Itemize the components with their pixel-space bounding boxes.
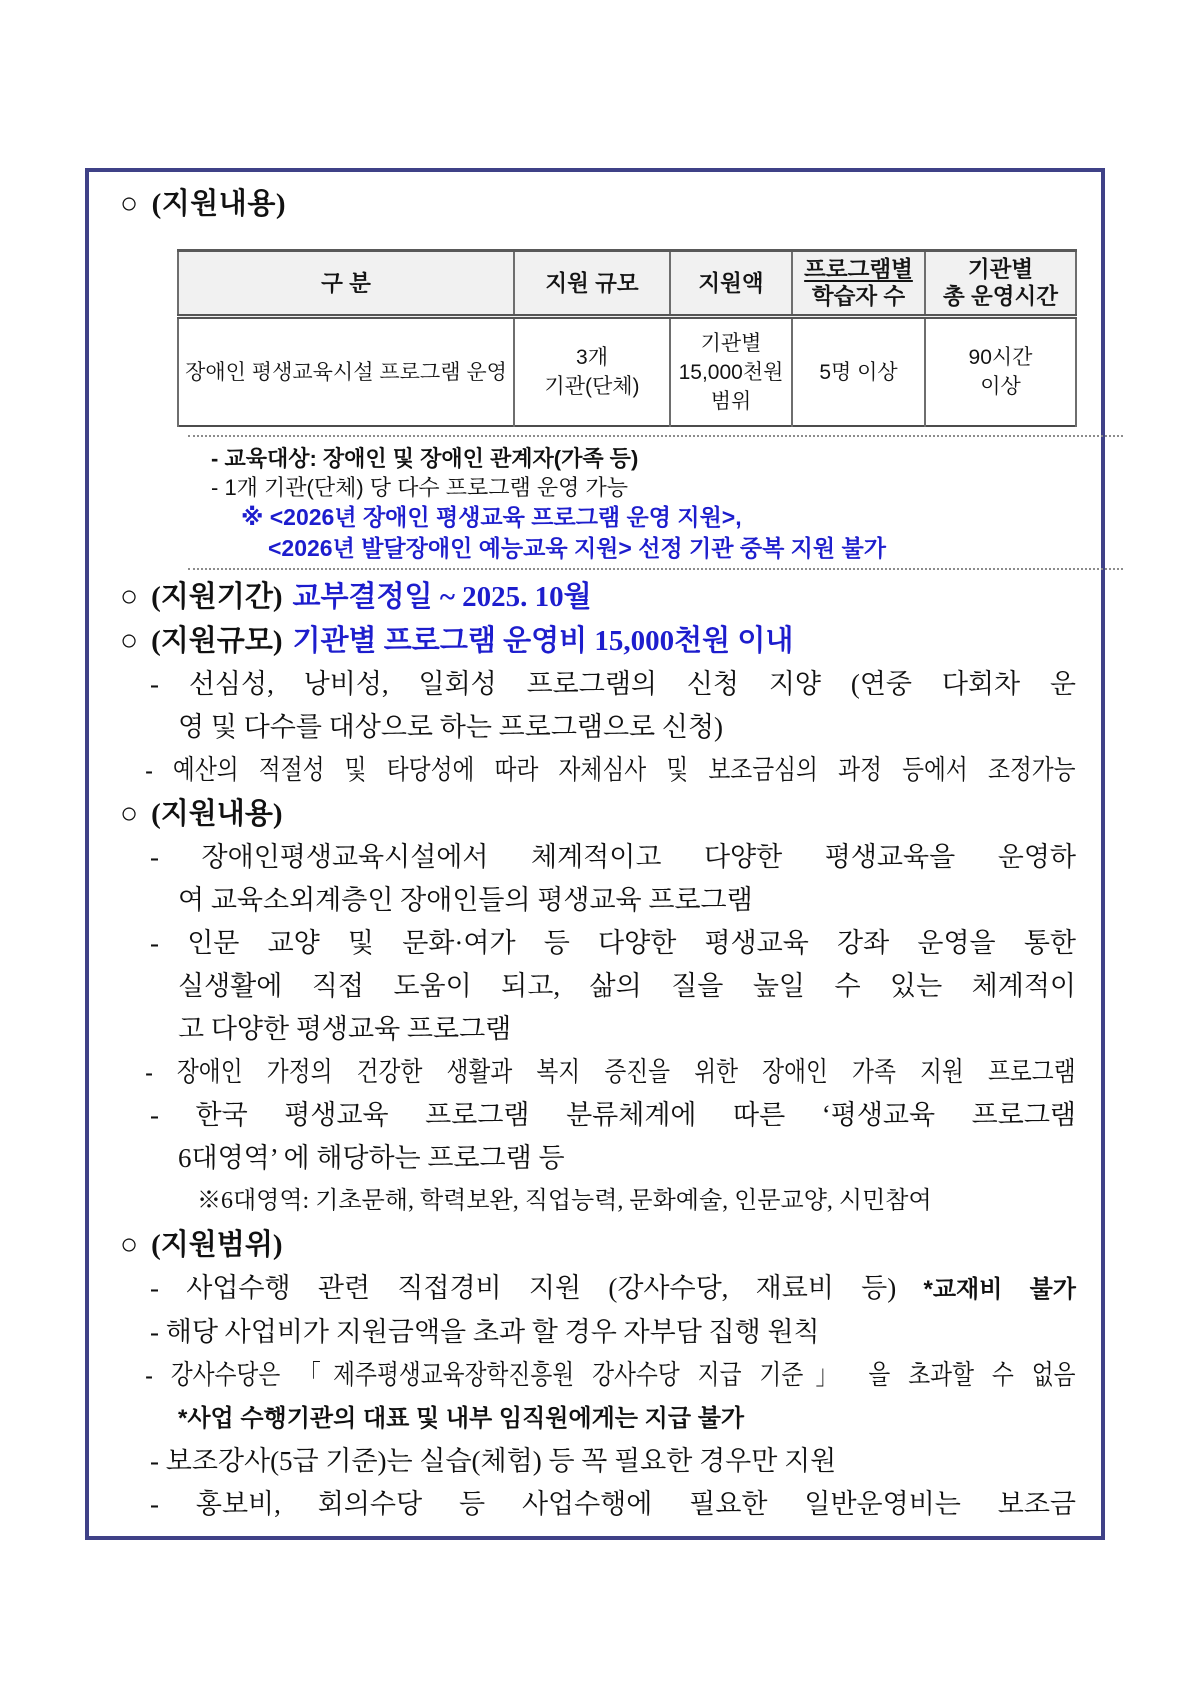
body-line: - 보조강사(5급 기준)는 실습(체험) 등 꼭 필요한 경우만 지원 bbox=[150, 1446, 837, 1476]
col-header-category: 구 분 bbox=[178, 251, 514, 317]
dotted-divider-top bbox=[188, 435, 1123, 437]
footnote-duplicate-2: <2026년 발달장애인 예능교육 지원> 선정 기관 중복 지원 불가 bbox=[268, 535, 886, 561]
section-heading-support-range bbox=[120, 1223, 1076, 1267]
cell-hours: 90시간 이상 bbox=[925, 317, 1076, 427]
page-content bbox=[89, 172, 1101, 1526]
body-line: 영 및 다수를 대상으로 하는 프로그램으로 신청) bbox=[178, 712, 724, 742]
body-line bbox=[120, 1267, 1076, 1311]
section-heading-support-content-top bbox=[120, 182, 1101, 226]
section-heading-support-period bbox=[120, 575, 1076, 619]
body-text-block bbox=[120, 575, 1076, 1526]
table-header-row bbox=[178, 251, 1076, 317]
body-line: 여 교육소외계층인 장애인들의 평생교육 프로그램 bbox=[178, 885, 753, 915]
cell-category: 장애인 평생교육시설 프로그램 운영 bbox=[178, 317, 514, 427]
circle-bullet-icon: ○ bbox=[120, 624, 139, 657]
body-line: 고 다양한 평생교육 프로그램 bbox=[178, 1014, 512, 1044]
section-heading-support-scale bbox=[120, 619, 1076, 663]
footnote-duplicate-1: ※ <2026년 장애인 평생교육 프로그램 운영 지원>, bbox=[241, 504, 742, 530]
table-footnotes bbox=[211, 444, 1101, 564]
body-line: - 홍보비, 회의수당 등 사업수행에 필요한 일반운영비는 보조금 bbox=[150, 1489, 1076, 1519]
col-header-hours: 기관별 총 운영시간 bbox=[925, 251, 1076, 317]
body-line: 실생활에 직접 도움이 되고, 삶의 질을 높일 수 있는 체계적이 bbox=[178, 971, 1076, 1001]
circle-bullet-icon: ○ bbox=[120, 580, 139, 613]
heading-label: (지원내용) bbox=[151, 798, 283, 830]
body-line: - 해당 사업비가 지원금액을 초과 할 경우 자부담 집행 원칙 bbox=[150, 1317, 820, 1347]
dotted-divider-bottom bbox=[188, 568, 1123, 570]
heading-label: (지원범위) bbox=[151, 1229, 283, 1261]
cell-amount: 기관별 15,000천원 범위 bbox=[670, 317, 792, 427]
table-row bbox=[178, 317, 1076, 427]
no-payment-note: *사업 수행기관의 대표 및 내부 임직원에게는 지급 불가 bbox=[178, 1405, 745, 1432]
page-border-frame bbox=[85, 168, 1105, 1540]
heading-label: (지원기간) bbox=[151, 581, 283, 613]
bold-emphasis: *교재비 불가 bbox=[923, 1276, 1076, 1303]
footnote-education-target: - 교육대상: 장애인 및 장애인 관계자(가족 등) bbox=[211, 446, 639, 471]
body-line: - 장애인 가정의 건강한 생활과 복지 증진을 위한 장애인 가족 지원 프로그램 bbox=[145, 1057, 1076, 1087]
six-domains-note: ※6대영역: 기초문해, 학력보완, 직업능력, 문화예술, 인문교양, 시민참여 bbox=[197, 1188, 932, 1214]
heading-value: 교부결정일 ~ 2025. 10월 bbox=[292, 581, 592, 613]
cell-scale: 3개 기관(단체) bbox=[514, 317, 670, 427]
cell-learners: 5명 이상 bbox=[792, 317, 925, 427]
footnote-multi-program: - 1개 기관(단체) 당 다수 프로그램 운영 가능 bbox=[211, 475, 629, 500]
body-line: - 강사수당은 「제주평생교육장학진흥원 강사수당 지급 기준」 을 초과할 수 없음 bbox=[145, 1360, 1076, 1390]
heading-value: 기관별 프로그램 운영비 15,000천원 이내 bbox=[292, 625, 794, 657]
section-title: (지원내용) bbox=[151, 188, 286, 220]
body-line-text: - 사업수행 관련 직접경비 지원 (강사수당, 재료비 등) bbox=[150, 1273, 924, 1303]
col-header-amount: 지원액 bbox=[670, 251, 792, 317]
body-line: - 한국 평생교육 프로그램 분류체계에 따른 ‘평생교육 프로그램 bbox=[150, 1100, 1076, 1130]
circle-bullet-icon: ○ bbox=[120, 797, 139, 830]
body-line: - 선심성, 낭비성, 일회성 프로그램의 신청 지양 (연중 다회차 운 bbox=[150, 669, 1076, 699]
circle-bullet-icon: ○ bbox=[120, 187, 139, 220]
section-heading-support-content bbox=[120, 792, 1076, 836]
body-line: 6대영역’ 에 해당하는 프로그램 등 bbox=[178, 1143, 565, 1173]
col-header-learners: 프로그램별 학습자 수 bbox=[792, 251, 925, 317]
heading-label: (지원규모) bbox=[151, 625, 283, 657]
body-line: - 인문 교양 및 문화·여가 등 다양한 평생교육 강좌 운영을 통한 bbox=[150, 928, 1076, 958]
circle-bullet-icon: ○ bbox=[120, 1228, 139, 1261]
support-summary-table bbox=[177, 249, 1077, 427]
col-header-scale: 지원 규모 bbox=[514, 251, 670, 317]
body-line: - 장애인평생교육시설에서 체계적이고 다양한 평생교육을 운영하 bbox=[150, 842, 1076, 872]
body-line: - 예산의 적절성 및 타당성에 따라 자체심사 및 보조금심의 과정 등에서 조정가능 bbox=[145, 755, 1076, 785]
